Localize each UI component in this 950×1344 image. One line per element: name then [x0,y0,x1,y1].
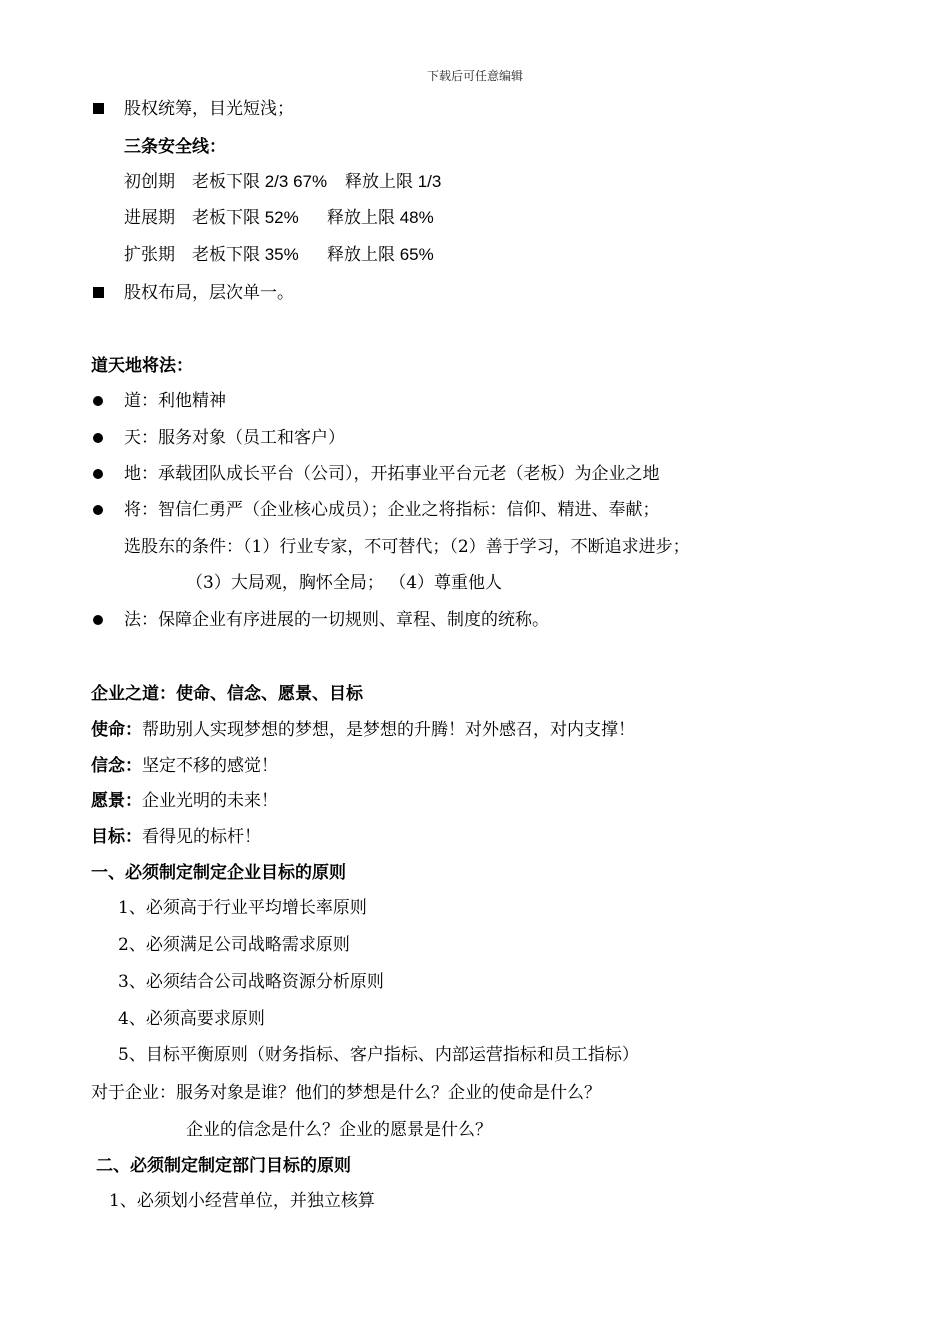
definition-mission [91,719,635,741]
heading-enterprise-goal-principles: 一、必须制定制定企业目标的原则 [91,863,346,883]
definition-term: 信念： [91,756,142,776]
definition-goal [91,826,261,848]
round-bullet-icon [93,433,103,443]
safety-row-expansion-upper: 释放上限 65% [327,245,434,264]
shareholder-conditions-line2: （3）大局观，胸怀全局； （4）尊重他人 [186,573,503,593]
round-bullet-icon [93,396,103,406]
square-bullet-icon [93,103,104,114]
principle-item: 3、必须结合公司战略资源分析原则 [118,972,384,992]
principle-item: 4、必须高要求原则 [118,1009,265,1029]
principle-item: 5、目标平衡原则（财务指标、客户指标、内部运营指标和员工指标） [118,1045,639,1065]
safety-row-startup-lower: 老板下限 2/3 67% [192,172,328,191]
definition-term: 使命： [91,720,142,740]
safety-row-startup-phase: 初创期 [124,172,175,192]
questions-line2: 企业的信念是什么？企业的愿景是什么？ [186,1120,492,1140]
list-item-tian: 天：服务对象（员工和客户） [124,428,345,448]
definition-term: 愿景： [91,791,142,811]
list-item-di: 地：承载团队成长平台（公司），开拓事业平台元老（老板）为企业之地 [124,464,660,484]
definition-text: 帮助别人实现梦想的梦想，是梦想的升腾！对外感召，对内支撑！ [142,720,635,740]
round-bullet-icon [93,615,103,625]
safety-lines-title: 三条安全线： [124,137,226,157]
heading-department-goal-principles: 二、必须制定制定部门目标的原则 [96,1156,351,1176]
dao-tian-di-title: 道天地将法： [91,356,193,376]
questions-line1: 对于企业：服务对象是谁？他们的梦想是什么？企业的使命是什么？ [91,1083,601,1103]
square-bullet-icon [93,287,104,298]
shareholder-conditions-line1: 选股东的条件：（1）行业专家，不可替代；（2）善于学习，不断追求进步； [124,537,690,557]
definition-text: 坚定不移的感觉！ [142,756,278,776]
round-bullet-icon [93,505,103,515]
safety-row-expansion-phase: 扩张期 [124,245,175,265]
bullet-equity-layout: 股权布局，层次单一。 [124,283,294,303]
round-bullet-icon [93,469,103,479]
safety-row-growth-upper: 释放上限 48% [327,208,434,227]
principle-item: 1、必须高于行业平均增长率原则 [118,898,367,918]
definition-belief [91,755,278,777]
department-principle-item: 1、必须划小经营单位，并独立核算 [109,1191,375,1211]
page-header: 下载后可任意编辑 [426,69,523,83]
principle-item: 2、必须满足公司战略需求原则 [118,935,350,955]
definition-term: 目标： [91,827,142,847]
enterprise-dao-title: 企业之道：使命、信念、愿景、目标 [91,684,363,704]
safety-row-growth-lower: 老板下限 52% [192,208,299,227]
safety-row-startup-upper: 释放上限 1/3 [345,172,442,191]
safety-row-growth-phase: 进展期 [124,208,175,228]
list-item-fa: 法：保障企业有序进展的一切规则、章程、制度的统称。 [124,610,549,630]
bullet-equity-planning: 股权统筹，目光短浅； [124,99,294,119]
definition-vision [91,790,278,812]
safety-row-expansion-lower: 老板下限 35% [192,245,299,264]
definition-text: 看得见的标杆！ [142,827,261,847]
list-item-dao: 道：利他精神 [124,391,226,411]
list-item-jiang: 将：智信仁勇严（企业核心成员）；企业之将指标：信仰、精进、奉献； [124,500,660,520]
definition-text: 企业光明的未来！ [142,791,278,811]
